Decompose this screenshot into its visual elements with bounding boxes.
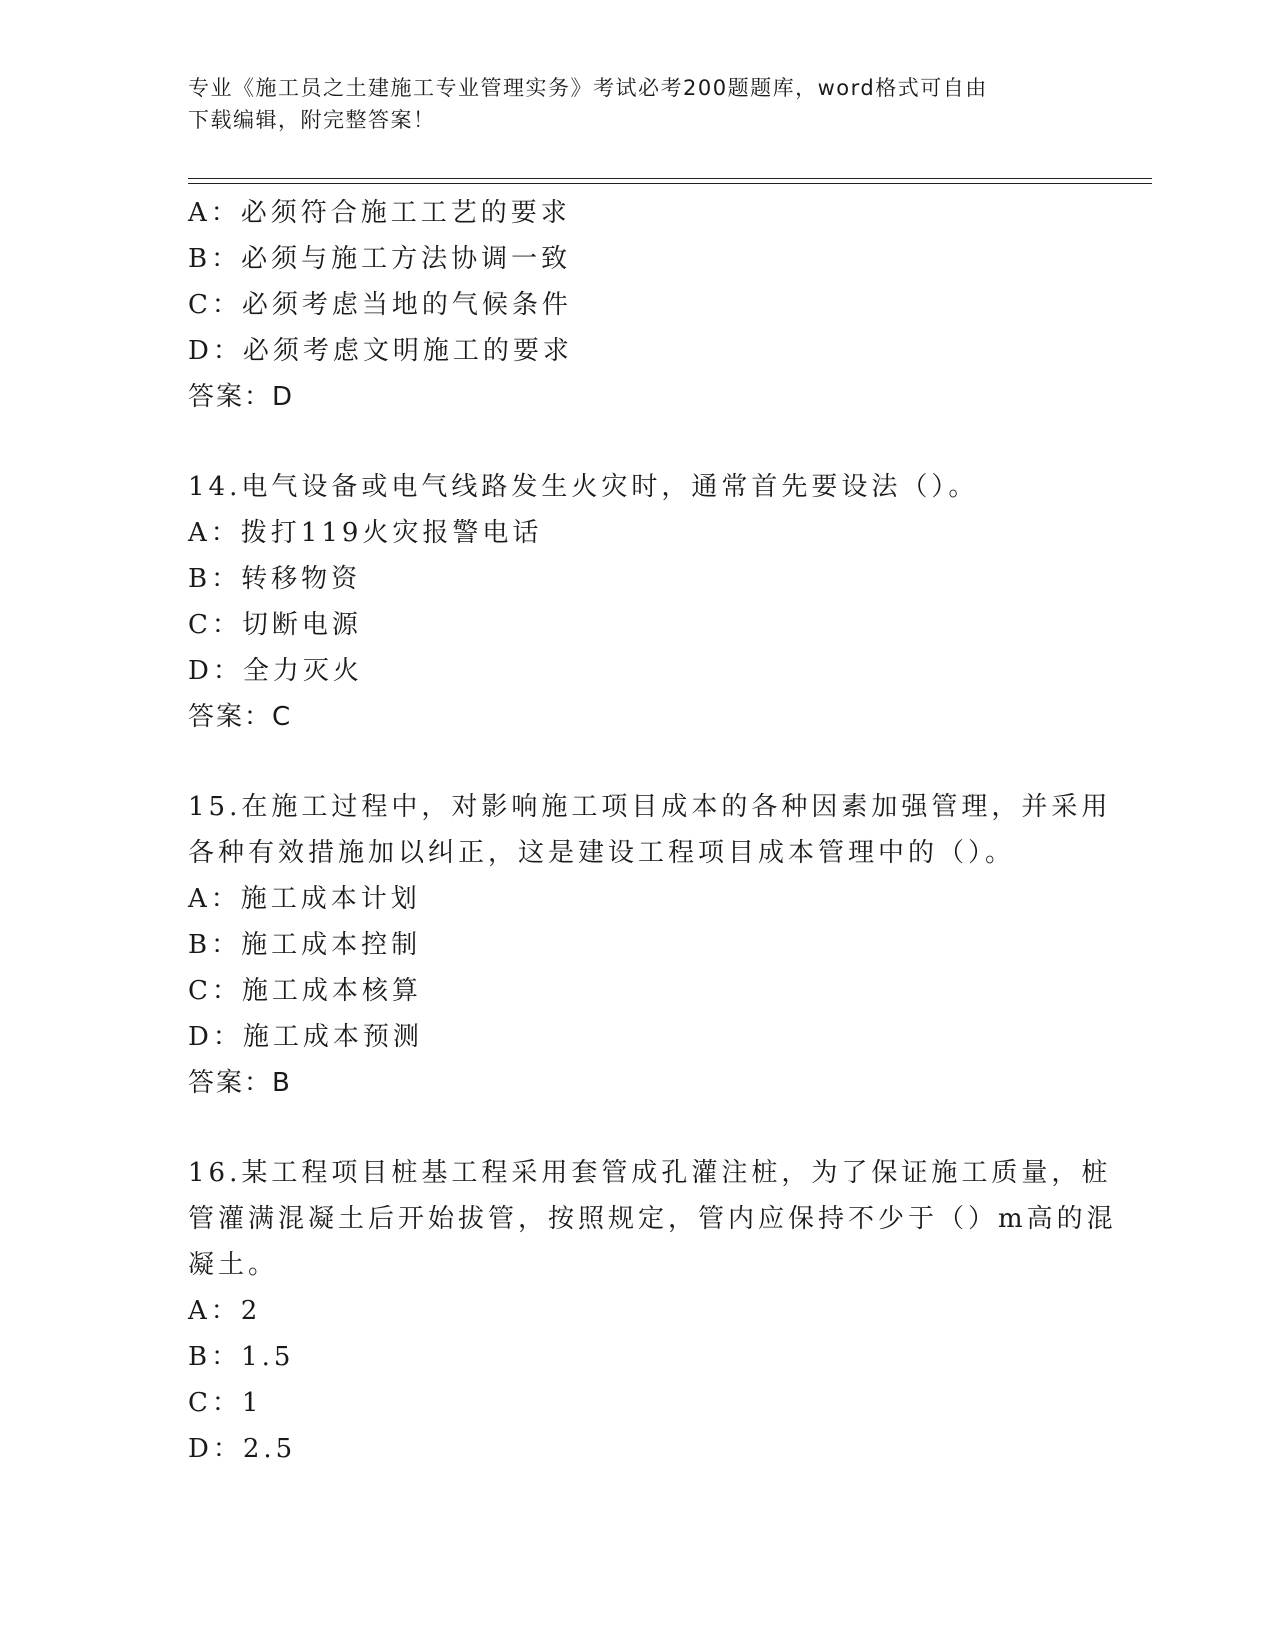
option-c: C：切断电源 xyxy=(188,610,362,640)
header-divider-bottom xyxy=(188,183,1152,184)
option-d: D：全力灭火 xyxy=(188,656,363,686)
answer: 答案：B xyxy=(188,1068,292,1098)
option-b: B：转移物资 xyxy=(188,564,362,594)
question-14 xyxy=(188,464,1088,740)
question-stem-line-3: 凝土。 xyxy=(188,1250,279,1280)
option-a: A：必须符合施工工艺的要求 xyxy=(188,198,571,228)
question-stem: 14.电气设备或电气线路发生火灾时，通常首先要设法（）。 xyxy=(188,472,979,502)
option-a: A：施工成本计划 xyxy=(188,884,421,914)
answer: 答案：C xyxy=(188,702,293,732)
question-16 xyxy=(188,1150,1117,1472)
option-c: C：1 xyxy=(188,1388,263,1418)
question-13 xyxy=(188,190,1088,420)
option-a: A：2 xyxy=(188,1296,262,1326)
question-stem-line-1: 15.在施工过程中，对影响施工项目成本的各种因素加强管理，并采用 xyxy=(188,792,1112,822)
option-b: B：1.5 xyxy=(188,1342,295,1372)
document-header xyxy=(188,72,1088,136)
option-d: D：必须考虑文明施工的要求 xyxy=(188,336,573,366)
option-a: A：拨打119火灾报警电话 xyxy=(188,518,543,548)
header-divider-top xyxy=(188,178,1152,179)
option-d: D：2.5 xyxy=(188,1434,297,1464)
option-c: C：施工成本核算 xyxy=(188,976,422,1006)
header-line-1: 专业《施工员之土建施工专业管理实务》考试必考200题题库，word格式可自由 xyxy=(188,76,988,100)
option-d: D：施工成本预测 xyxy=(188,1022,423,1052)
option-c: C：必须考虑当地的气候条件 xyxy=(188,290,572,320)
question-15 xyxy=(188,784,1112,1106)
option-b: B：施工成本控制 xyxy=(188,930,422,960)
answer: 答案：D xyxy=(188,382,295,412)
question-stem-line-2: 各种有效措施加以纠正，这是建设工程项目成本管理中的（）。 xyxy=(188,838,1016,868)
question-list xyxy=(188,190,1117,1472)
question-stem-line-2: 管灌满混凝土后开始拔管，按照规定，管内应保持不少于（）m高的混 xyxy=(188,1204,1117,1234)
question-stem-line-1: 16.某工程项目桩基工程采用套管成孔灌注桩，为了保证施工质量，桩 xyxy=(188,1158,1112,1188)
option-b: B：必须与施工方法协调一致 xyxy=(188,244,572,274)
header-line-2: 下载编辑，附完整答案！ xyxy=(188,108,436,132)
